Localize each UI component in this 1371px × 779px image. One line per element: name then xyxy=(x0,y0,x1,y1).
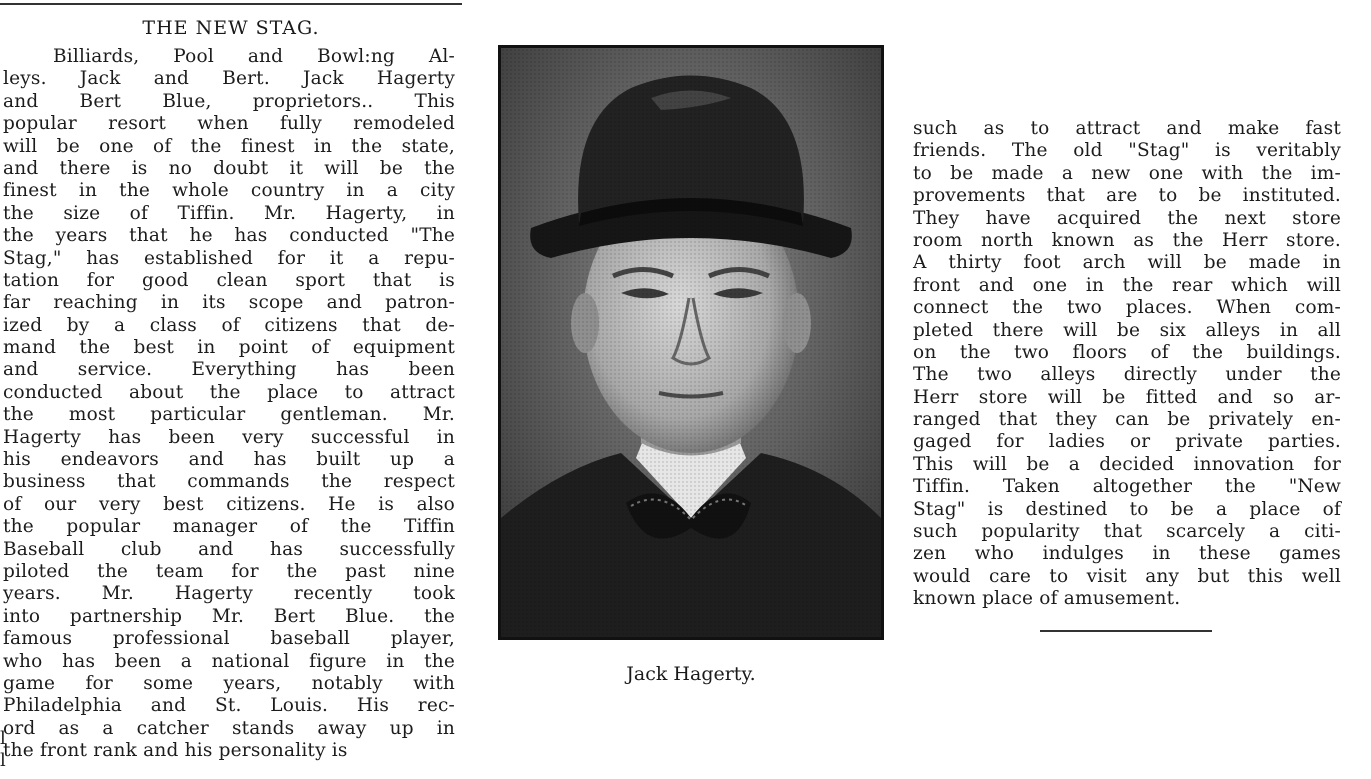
text-line: and Bert Blue, proprietors.. This xyxy=(3,90,455,112)
text-line: the most particular gentleman. Mr. xyxy=(3,404,455,426)
text-line: finest in the whole country in a city xyxy=(3,180,455,202)
text-line: The two alleys directly under the xyxy=(913,364,1341,386)
text-line: gaged for ladies or private parties. xyxy=(913,431,1341,453)
text-line: into partnership Mr. Bert Blue. the xyxy=(3,605,455,627)
text-line: far reaching in its scope and patron- xyxy=(3,292,455,314)
text-line: such as to attract and make fast xyxy=(913,118,1341,139)
text-line: the years that he has conducted "The xyxy=(3,225,455,247)
text-line: on the two floors of the buildings. xyxy=(913,341,1341,363)
text-line: known place of amusement. xyxy=(913,588,1181,610)
text-line: mand the best in point of equipment xyxy=(3,337,455,359)
text-line: provements that are to be instituted. xyxy=(913,185,1341,207)
text-line: who has been a national figure in the xyxy=(3,650,455,672)
margin-marks: l l xyxy=(0,728,6,771)
text-line: friends. The old "Stag" is veritably xyxy=(913,140,1341,162)
text-line: and service. Everything has been xyxy=(3,359,455,381)
text-line: Stag," has established for it a repu- xyxy=(3,247,455,269)
article-headline: THE NEW STAG. xyxy=(142,17,320,39)
text-line: room north known as the Herr store. xyxy=(913,229,1341,251)
text-line: Philadelphia and St. Louis. His rec- xyxy=(3,695,455,717)
text-line: ord as a catcher stands away up in xyxy=(3,717,455,739)
text-line: Herr store will be fitted and so ar- xyxy=(913,386,1341,408)
text-line: Tiffin. Taken altogether the "New xyxy=(913,476,1341,498)
text-line: the size of Tiffin. Mr. Hagerty, in xyxy=(3,202,455,224)
text-line: ized by a class of citizens that de- xyxy=(3,314,455,336)
text-line: Hagerty has been very successful in xyxy=(3,426,455,448)
text-line: his endeavors and has built up a xyxy=(3,449,455,471)
text-line: front and one in the rear which will xyxy=(913,274,1341,296)
text-line: connect the two places. When com- xyxy=(913,297,1341,319)
text-line: pleted there will be six alleys in all xyxy=(913,319,1341,341)
top-rule xyxy=(0,3,462,5)
text-line: Baseball club and has successfully xyxy=(3,538,455,560)
text-line: will be one of the finest in the state, xyxy=(3,135,455,157)
text-line: popular resort when fully remodeled xyxy=(3,113,455,135)
text-line: and there is no doubt it will be the xyxy=(3,157,455,179)
text-line: They have acquired the next store xyxy=(913,207,1341,229)
right-column-text xyxy=(913,118,1341,611)
text-line: years. Mr. Hagerty recently took xyxy=(3,583,455,605)
text-line: of our very best citizens. He is also xyxy=(3,493,455,515)
end-rule xyxy=(1040,630,1212,632)
halftone-texture xyxy=(501,48,881,637)
text-line: tation for good clean sport that is xyxy=(3,269,455,291)
text-line: This will be a decided innovation for xyxy=(913,453,1341,475)
text-line: conducted about the place to attract xyxy=(3,381,455,403)
text-line: would care to visit any but this well xyxy=(913,565,1341,587)
text-line: famous professional baseball player, xyxy=(3,628,455,650)
text-line: Stag" is destined to be a place of xyxy=(913,498,1341,520)
text-line: Billiards, Pool and Bowl:ng Al- xyxy=(53,46,455,67)
text-line: to be made a new one with the im- xyxy=(913,162,1341,184)
text-line: business that commands the respect xyxy=(3,471,455,493)
text-line: the popular manager of the Tiffin xyxy=(3,516,455,538)
text-line: piloted the team for the past nine xyxy=(3,560,455,582)
text-line: leys. Jack and Bert. Jack Hagerty xyxy=(3,68,455,90)
photo-caption: Jack Hagerty. xyxy=(626,663,756,685)
text-line: zen who indulges in these games xyxy=(913,543,1341,565)
text-line: the front rank and his personality is xyxy=(3,740,348,762)
text-line: such popularity that scarcely a citi- xyxy=(913,521,1341,543)
portrait-photo xyxy=(498,45,884,640)
text-line: ranged that they can be privately en- xyxy=(913,409,1341,431)
left-column-text xyxy=(3,46,455,763)
text-line: A thirty foot arch will be made in xyxy=(913,252,1341,274)
text-line: game for some years, notably with xyxy=(3,672,455,694)
portrait-illustration xyxy=(501,48,881,637)
